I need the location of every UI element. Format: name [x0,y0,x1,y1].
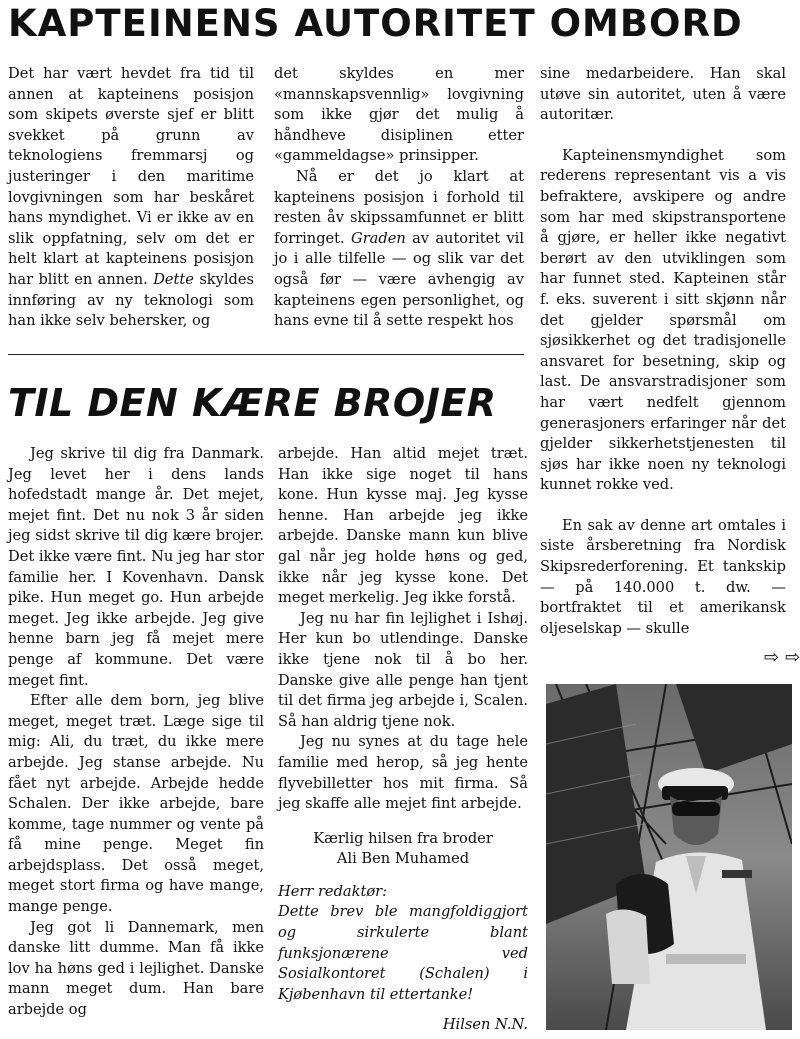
section-divider [8,354,524,355]
arrow-right-icon: ⇨ [764,647,780,668]
article1-col1-paragraph [8,64,254,332]
editor-note-heading: Herr redaktør: [278,882,387,900]
letter-signoff-line-2: Ali Ben Muhamed [336,850,470,868]
article1-column-3 [540,64,786,639]
letter-headline: TIL DEN KÆRE BROJER [8,381,497,425]
article1-col1-emphasis: Dette [153,270,194,288]
letter-paragraph-2: Efter alle dem born, jeg blive meget, meget træt. Læge sige til mig: Ali, du træt, du ikke mere arbejde. Jeg stanse arbejde. Nu fået nyt arbejde. Arbejde hedde Schalen. Der ikke arbejde, bare komme, tage nummer og vente på få mine penge. Meget fin arbejdsplass. Det osså meget, meget stort firma og have mange, mange penge. [8,692,264,916]
letter-paragraph-6: Jeg nu synes at du tage hele familie med herop, så jeg hente flyvebilletter hos mit firma. Så jeg skaffe alle mejet fint arbejde. [278,733,528,813]
article1-col3-paragraph-3: En sak av denne art omtales i siste årsberetning fra Nordisk Skipsrederforening. Et tankskip — på 140.000 t. dw. — bortfraktet til et amerikansk oljeselskap — skulle [540,516,786,637]
main-headline: KAPTEINENS AUTORITET OMBORD [8,2,743,45]
letter-signoff-line-1: Kærlig hilsen fra broder [313,829,493,847]
article1-column-1 [8,64,254,332]
article1-col2-text-cont: av autoritet vil jo i alle tilfelle — og slik var det også før — være avhengig av kapteinens egen personlighet, og hans evne til å sette respekt hos [274,229,525,330]
letter-paragraph-3: Jeg got li Dannemark, men danske litt dumme. Man få ikke lov ha høns ged i lejlighet. Danske mann meget dum. Han bare arbejde og [8,918,264,1019]
captain-photo-illustration [546,684,792,1030]
article1-col2-paragraph-1: det skyldes en mer «mannskapsvennlig» lovgivning som ikke gjør det mulig å håndheve disiplinen etter «gammeldagse» prinsipper. [274,65,524,165]
article2-column-2 [278,444,528,1036]
editor-note: Dette brev ble mangfoldiggjort og sirkulerte blant funksjonærene ved Sosialkontoret (Schalen) i Kjøbenhavn til ettertanke! [278,903,528,1003]
letter-paragraph-5: Jeg nu har fin lejlighet i Ishøj. Her kun bo utlendinge. Danske ikke tjene nok til å bo her. Danske give alle penge han tjent til det firma jeg arbejde i, Scalen. Så han aldrig tjene nok. [278,609,528,730]
article1-col3-paragraph-2: Kapteinensmyndighet som rederens representant vis a vis befraktere, avskipere og andre som har med skipstransportene å gjøre, er heller ikke negativt berørt av den utviklingen som har funnet sted. Kapteinen står f. eks. suverent i sitt skjønn når det gjelder spørsmål om sjøsikkerhet og det tradisjonelle ansvaret for besetning, skip og last. De ansvarstradisjoner som har vært nedfelt gjennom generasjoners erfaringer når det gjelder sikkerhetstjenesten til sjøs har ikke noen ny teknologi kunnet rokke ved. [540,146,786,494]
letter-paragraph-4: arbejde. Han altid mejet træt. Han ikke sige noget til hans kone. Hun kysse maj. Jeg kysse henne. Han arbejde jeg ikke arbejde. Danske mann kun blive gal når jeg holde høns og ged, ikke når jeg kysse kone. Det meget merkelig. Jeg ikke forstå. [278,445,528,607]
article1-col1-text-cont: skyldes innføring av ny teknologi som han ikke selv behersker, og [8,270,255,330]
article1-col2-text: Nå er det jo klart at kapteinens posisjon i forhold til resten åv skipssamfunnet er blitt forringet. [274,167,524,247]
article2-column-1 [8,444,264,1021]
article1-col1-text: Det har vært hevdet fra tid til annen at kapteinens posisjon som skipets øverste sjef er blitt svekket på grunn av teknologiens fremmarsj og justeringer i den maritime lovgivningen som har beskåret hans myndighet. Vi er ikke av en slik oppfatning, selv om det er helt klart at kapteinens posisjon har blitt en annen. [8,65,254,288]
article1-column-2 [274,64,524,332]
continue-arrows [764,648,800,668]
article1-col2-paragraph-2 [274,167,524,332]
article1-col2-emphasis: Graden [351,229,406,247]
letter-paragraph-1: Jeg skrive til dig fra Danmark. Jeg levet her i dens lands hofedstadt mange år. Det mejet, mejet fint. Det nu nok 3 år siden jeg sidst skrive til dig kære brojer. Det ikke være fint. Nu jeg har stor familie her. I Kovenhavn. Dansk pike. Hun meget go. Hun arbejde meget. Jeg ikke arbejde. Jeg give henne barn jeg få mejet mere penge af kommune. Det være meget fint. [8,445,264,689]
arrow-right-icon: ⇨ [785,647,800,668]
captain-photo [546,684,792,1030]
editor-signoff: Hilsen N.N. [442,1016,528,1034]
article1-col3-paragraph-1: sine medarbeidere. Han skal utøve sin autoritet, uten å være autoritær. [540,65,786,124]
